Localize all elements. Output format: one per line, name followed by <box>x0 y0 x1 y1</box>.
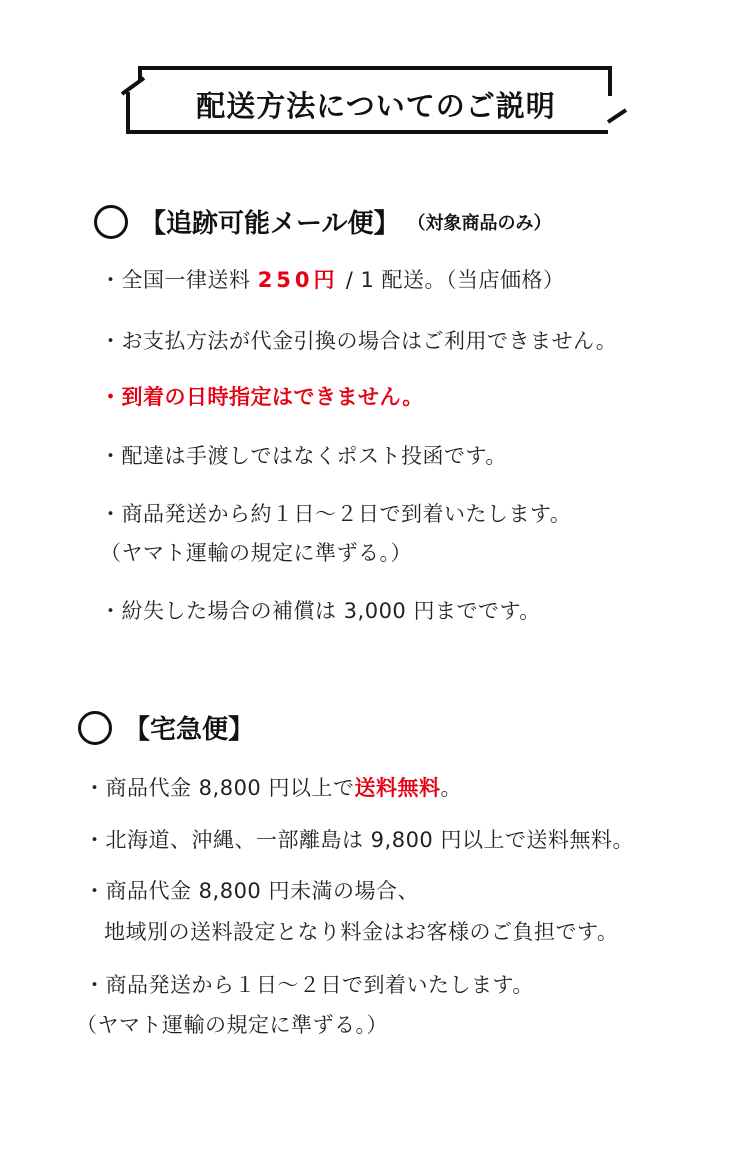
mail-item-delivery-days: ・商品発送から約１日〜２日で到着いたします。 <box>100 502 572 526</box>
mail-shipping-price: 250円 <box>257 268 339 292</box>
mail-item-cod: ・お支払方法が代金引換の場合はご利用できません。 <box>100 329 618 353</box>
mail-item-delivery-note: （ヤマト運輸の規定に準ずる。） <box>100 541 412 565</box>
mail-item-shipping-fee <box>100 266 565 294</box>
circle-icon <box>78 711 112 745</box>
page-title: 配送方法についてのご説明 <box>196 89 556 123</box>
takkyubin-item-under-threshold: ・商品代金 8,800 円未満の場合、 <box>84 879 419 903</box>
mail-item-loss-compensation: ・紛失した場合の補償は 3,000 円までです。 <box>100 599 541 623</box>
title-banner <box>120 66 632 138</box>
circle-icon <box>94 205 128 239</box>
section-takkyubin-title: 【宅急便】 <box>124 715 255 745</box>
mail-item-post-box: ・配達は手渡しではなくポスト投函です。 <box>100 444 507 468</box>
takkyubin-item-remote-areas: ・北海道、沖縄、一部離島は 9,800 円以上で送料無料。 <box>84 828 634 852</box>
takkyubin-free-shipping-prefix: ・商品代金 8,800 円以上で <box>84 776 355 800</box>
free-shipping-label: 送料無料 <box>354 776 441 800</box>
mail-item-shipping-fee-suffix: / 1 配送。（当店価格） <box>345 268 565 292</box>
takkyubin-item-delivery-note: （ヤマト運輸の規定に準ずる。） <box>76 1013 388 1037</box>
takkyubin-item-delivery-days: ・商品発送から１日〜２日で到着いたします。 <box>84 973 534 997</box>
section-takkyubin-heading <box>78 709 254 746</box>
takkyubin-item-free-shipping <box>84 774 462 802</box>
mail-item-no-date: ・到着の日時指定はできません。 <box>100 385 424 409</box>
section-mail-subtitle: （対象商品のみ） <box>407 212 552 234</box>
section-mail-title: 【追跡可能メール便】 <box>140 209 400 239</box>
section-mail-heading <box>94 203 551 240</box>
takkyubin-item-regional-fee: 地域別の送料設定となり料金はお客様のご負担です。 <box>104 920 619 944</box>
takkyubin-free-shipping-suffix: 。 <box>440 776 462 800</box>
mail-item-shipping-fee-prefix: ・全国一律送料 <box>100 268 251 292</box>
